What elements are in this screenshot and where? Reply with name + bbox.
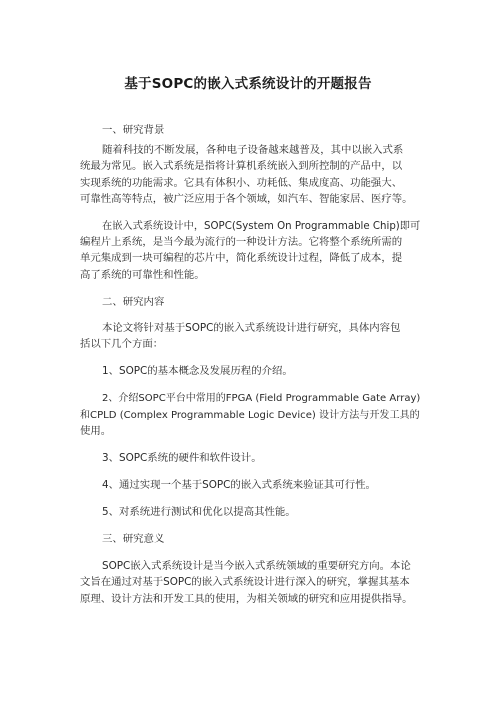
paragraph-line: 统最为常见。嵌入式系统是指将计算机系统嵌入到所控制的产品中，以 xyxy=(80,160,403,172)
paragraph-line: 编程片上系统，是当今最为流行的一种设计方法。它将整个系统所需的 xyxy=(80,236,403,248)
list-item: 4、通过实现一个基于SOPC的嵌入式系统来验证其可行性。 xyxy=(102,479,376,491)
paragraph-line: 文旨在通过对基于SOPC的嵌入式系统设计进行深入的研究，掌握其基本 xyxy=(80,576,410,588)
paragraph-line: 可靠性高等特点，被广泛应用于各个领域，如汽车、智能家居、医疗等。 xyxy=(80,193,413,205)
section-heading-background: 一、研究背景 xyxy=(102,124,165,136)
list-item: 1、SOPC的基本概念及发展历程的介绍。 xyxy=(102,365,293,377)
paragraph-line: 原理、设计方法和开发工具的使用，为相关领域的研究和应用提供指导。 xyxy=(80,593,413,605)
paragraph-line: 本论文将针对基于SOPC的嵌入式系统设计进行研究，具体内容包 xyxy=(102,322,401,334)
list-item: 3、SOPC系统的硬件和软件设计。 xyxy=(102,452,262,464)
document-title: 基于SOPC的嵌入式系统设计的开题报告 xyxy=(124,76,372,92)
list-item: 2、介绍SOPC平台中常用的FPGA (Field Programmable Gate Array) xyxy=(102,393,421,404)
list-item-continuation: 和CPLD (Complex Programmable Logic Device) 设计方法与开发工具的 xyxy=(80,410,420,421)
list-item-continuation: 使用。 xyxy=(80,425,112,437)
paragraph-line: 单元集成到一块可编程的芯片中，简化系统设计过程，降低了成本，提 xyxy=(80,252,403,264)
paragraph-line: 实现系统的功能需求。它具有体积小、功耗低、集成度高、功能强大、 xyxy=(80,177,403,189)
list-item: 5、对系统进行测试和优化以提高其性能。 xyxy=(102,506,296,518)
paragraph-line: 在嵌入式系统设计中，SOPC(System On Programmable Chip)即可 xyxy=(102,221,421,232)
paragraph-line: 随着科技的不断发展，各种电子设备越来越普及，其中以嵌入式系 xyxy=(102,144,404,156)
paragraph-line: 括以下几个方面： xyxy=(80,338,164,350)
section-heading-content: 二、研究内容 xyxy=(102,296,165,308)
paragraph-line: SOPC嵌入式系统设计是当今嵌入式系统领域的重要研究方向。本论 xyxy=(102,560,411,572)
section-heading-significance: 三、研究意义 xyxy=(102,533,165,545)
paragraph-line: 高了系统的可靠性和性能。 xyxy=(80,269,205,281)
